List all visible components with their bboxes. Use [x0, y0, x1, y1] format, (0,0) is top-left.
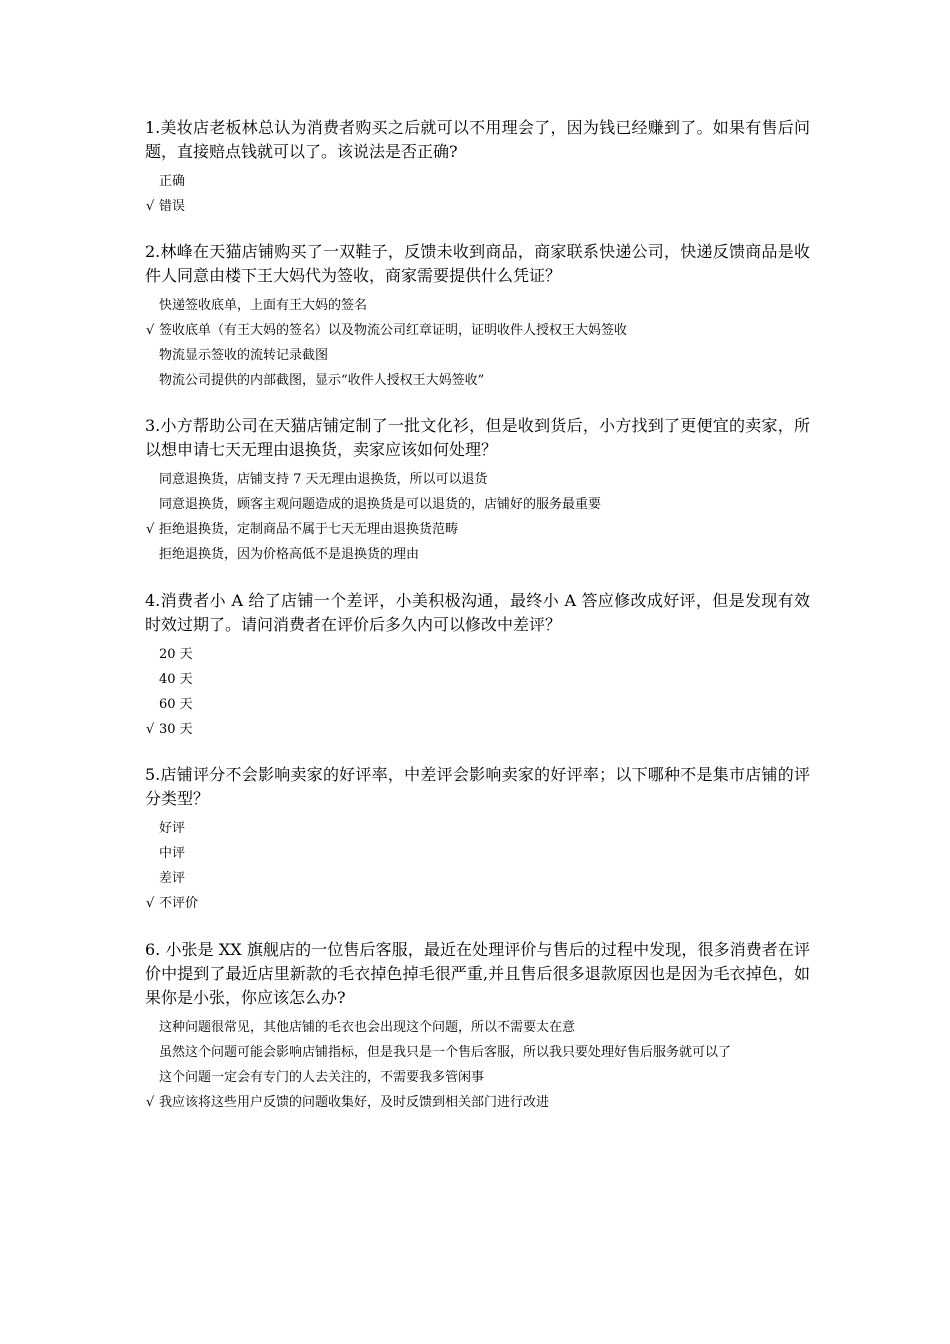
answer-option — [145, 368, 810, 393]
answer-label: 物流显示签收的流转记录截图 — [159, 348, 329, 363]
answer-option — [145, 1065, 810, 1090]
answer-options — [145, 1015, 810, 1115]
question-3 — [145, 414, 810, 567]
answer-label: 这种问题很常见，其他店铺的毛衣也会出现这个问题，所以不需要太在意 — [159, 1020, 576, 1035]
answer-option — [145, 318, 810, 343]
check-mark-icon: √ — [146, 896, 155, 911]
answer-option — [145, 717, 810, 742]
answer-options — [145, 816, 810, 916]
answer-option — [145, 1015, 810, 1040]
answer-label: 拒绝退换货，因为价格高低不是退换货的理由 — [159, 547, 420, 562]
answer-option — [145, 542, 810, 567]
answer-label: 同意退换货，顾客主观问题造成的退换货是可以退货的，店铺好的服务最重要 — [159, 497, 602, 512]
check-mark-icon: √ — [146, 722, 155, 737]
check-mark-icon: √ — [146, 323, 155, 338]
answer-label: 20 天 — [159, 647, 193, 662]
answer-options — [145, 169, 810, 219]
question-text: 6. 小张是 XX 旗舰店的一位售后客服，最近在处理评价与售后的过程中发现，很多消费者在评价中提到了最近店里新款的毛衣掉色掉毛很严重,并且售后很多退款原因也是因为毛衣掉色，如果你是小张，你应该怎么办? — [145, 940, 810, 1007]
answer-option — [145, 492, 810, 517]
question-text: 5.店铺评分不会影响卖家的好评率，中差评会影响卖家的好评率；以下哪种不是集市店铺的评分类型？ — [145, 765, 810, 808]
answer-label: 错误 — [159, 199, 186, 214]
question-text: 3.小方帮助公司在天猫店铺定制了一批文化衫，但是收到货后，小方找到了更便宜的卖家，所以想申请七天无理由退换货，卖家应该如何处理？ — [145, 416, 810, 459]
answer-label: 30 天 — [159, 722, 193, 737]
answer-label: 我应该将这些用户反馈的问题收集好，及时反馈到相关部门进行改进 — [159, 1095, 550, 1110]
answer-label: 好评 — [159, 821, 186, 836]
question-2 — [145, 240, 810, 393]
question-4 — [145, 589, 810, 742]
answer-options — [145, 642, 810, 742]
question-text: 2.林峰在天猫店铺购买了一双鞋子，反馈未收到商品，商家联系快递公司，快递反馈商品是收件人同意由楼下王大妈代为签收，商家需要提供什么凭证？ — [145, 242, 810, 285]
answer-option — [145, 667, 810, 692]
answer-option — [145, 1040, 810, 1065]
answer-label: 快递签收底单，上面有王大妈的签名 — [159, 298, 368, 313]
answer-option — [145, 194, 810, 219]
answer-option — [145, 642, 810, 667]
answer-label: 同意退换货，店铺支持 7 天无理由退换货，所以可以退货 — [159, 472, 488, 487]
question-text: 1.美妆店老板林总认为消费者购买之后就可以不用理会了，因为钱已经赚到了。如果有售后问题，直接赔点钱就可以了。该说法是否正确? — [145, 118, 810, 161]
question-1 — [145, 116, 810, 219]
answer-options — [145, 467, 810, 567]
answer-option — [145, 841, 810, 866]
answer-label: 中评 — [159, 846, 186, 861]
answer-option — [145, 1090, 810, 1115]
answer-label: 正确 — [159, 174, 186, 189]
answer-options — [145, 293, 810, 393]
answer-option — [145, 293, 810, 318]
answer-label: 签收底单（有王大妈的签名）以及物流公司红章证明，证明收件人授权王大妈签收 — [159, 323, 628, 338]
question-text: 4.消费者小 A 给了店铺一个差评，小美积极沟通，最终小 A 答应修改成好评，但是发现有效时效过期了。请问消费者在评价后多久内可以修改中差评？ — [145, 591, 810, 634]
answer-option — [145, 692, 810, 717]
check-mark-icon: √ — [146, 522, 155, 537]
answer-option — [145, 343, 810, 368]
answer-option — [145, 816, 810, 841]
answer-label: 差评 — [159, 871, 186, 886]
answer-label: 这个问题一定会有专门的人去关注的，不需要我多管闲事 — [159, 1070, 485, 1085]
answer-option — [145, 866, 810, 891]
answer-option — [145, 169, 810, 194]
question-6 — [145, 938, 810, 1115]
check-mark-icon: √ — [146, 1095, 155, 1110]
answer-label: 不评价 — [159, 896, 199, 911]
answer-label: 虽然这个问题可能会影响店铺指标，但是我只是一个售后客服，所以我只要处理好售后服务就可以了 — [159, 1045, 732, 1060]
answer-label: 物流公司提供的内部截图，显示“收件人授权王大妈签收” — [159, 373, 485, 388]
answer-label: 40 天 — [159, 672, 193, 687]
question-5 — [145, 763, 810, 916]
answer-option — [145, 891, 810, 916]
answer-option — [145, 517, 810, 542]
answer-label: 拒绝退换货，定制商品不属于七天无理由退换货范畴 — [159, 522, 459, 537]
check-mark-icon: √ — [146, 199, 155, 214]
answer-label: 60 天 — [159, 697, 193, 712]
answer-option — [145, 467, 810, 492]
